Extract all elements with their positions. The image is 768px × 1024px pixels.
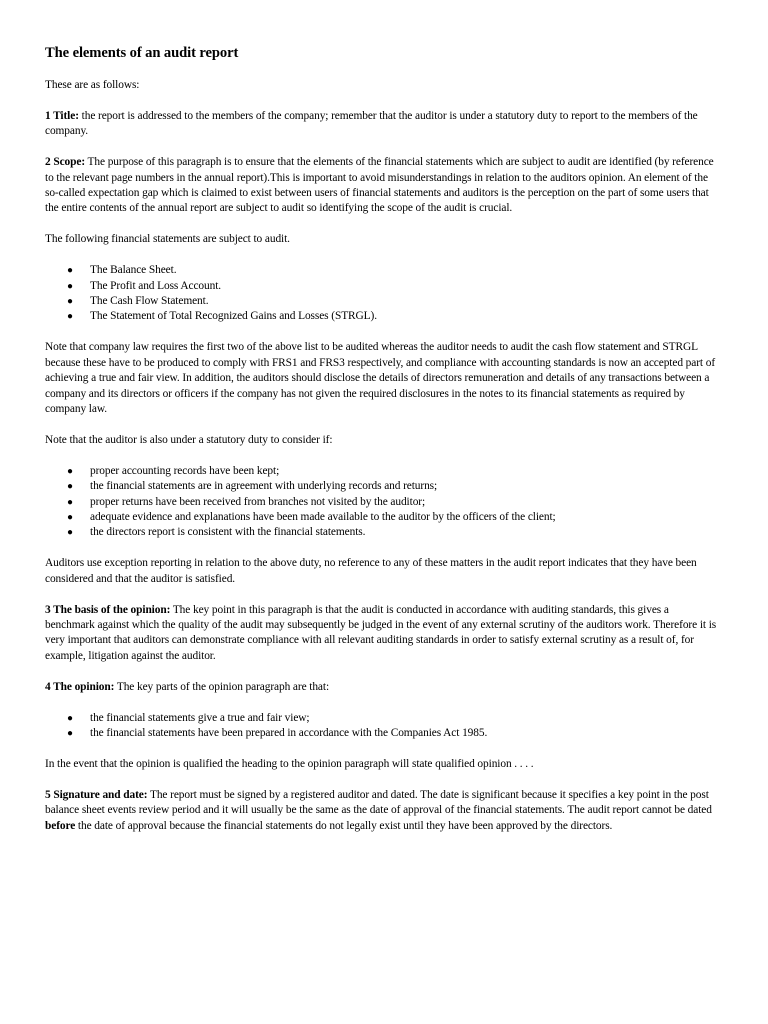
exception-note: Auditors use exception reporting in relation to the above duty, no reference to any of these matters in the audit report indicates that they have been considered and that the auditor is satisfied. [45, 557, 697, 585]
list-item: ● adequate evidence and explanations have been made available to the auditor by the officers of the client; [45, 510, 721, 525]
bullet-icon: ● [67, 280, 73, 292]
list-item: ● the financial statements give a true and fair view; [45, 711, 721, 726]
company-law-note: Note that company law requires the first two of the above list to be audited whereas the auditor needs to audit the cash flow statement and STRGL because these have to be produced to comply with FRS1 and FRS3 respectively, and compliance with accounting standards is now an accepted part of achieving a true and fair view. In addition, the auditors should disclose the details of directors remuneration and details of any transactions between a company and its directors or officers if the company has not given the required disclosures in the notes to its financial statements as required by company law. [45, 341, 716, 415]
bullet-icon: ● [67, 527, 73, 539]
basis-section-paragraph [45, 603, 721, 665]
signature-section-heading: 5 Signature and date: [45, 788, 148, 801]
bullet-icon: ● [67, 481, 73, 493]
signature-section-paragraph [45, 788, 721, 834]
opinion-section-text: The key parts of the opinion paragraph are that: [114, 680, 330, 693]
basis-section-text: The key point in this paragraph is that the audit is conducted in accordance with auditing standards, this gives a benchmark against which the quality of the audit may subsequently be judged in the event of any external scrutiny of the auditors work. Therefore it is very important that auditors can demonstrate compliance with all relevant auditing standards in order to satisfy external scrutiny as a result of, for example, litigation against the auditor. [45, 603, 717, 662]
bullet-icon: ● [67, 465, 73, 477]
bullet-icon: ● [67, 296, 73, 308]
scope-section-paragraph [45, 155, 721, 217]
list-item: ● proper returns have been received from branches not visited by the auditor; [45, 495, 721, 510]
document-title: The elements of an audit report [45, 45, 239, 61]
signature-section-emphasis: before [45, 819, 76, 832]
bullet-icon: ● [67, 728, 73, 740]
bullet-icon: ● [67, 265, 73, 277]
duty-intro: Note that the auditor is also under a statutory duty to consider if: [45, 433, 333, 446]
opinion-section-paragraph [45, 680, 721, 695]
scope-section-heading: 2 Scope: [45, 156, 86, 169]
list-item: ● the financial statements are in agreement with underlying records and returns; [45, 479, 721, 494]
title-section-paragraph [45, 109, 721, 140]
list-item: ● The Statement of Total Recognized Gains and Losses (STRGL). [45, 309, 721, 324]
list-item: ● The Cash Flow Statement. [45, 294, 721, 309]
list-item: ● proper accounting records have been kept; [45, 464, 721, 479]
list-item: ● The Profit and Loss Account. [45, 279, 721, 294]
list-item: ● the financial statements have been prepared in accordance with the Companies Act 1985. [45, 726, 721, 741]
signature-section-text-after: the date of approval because the financial statements do not legally exist until they have been approved by the directors. [75, 819, 613, 832]
basis-section-heading: 3 The basis of the opinion: [45, 603, 171, 616]
signature-section-text-before: The report must be signed by a registered auditor and dated. The date is significant because it specifies a key point in the post balance sheet events review period and it will usually be the same as the date of approval of the financial statements. The audit report cannot be dated [45, 788, 712, 817]
bullet-icon: ● [67, 512, 73, 524]
scope-section-text: The purpose of this paragraph is to ensure that the elements of the financial statements which are subject to audit are identified (by reference to the relevant page numbers in the annual report).This is important to avoid misunderstandings in relation to the auditors opinion. An element of the so-called expectation gap which is claimed to exist between users of financial statements and auditors is the perception on the part of some users that the entire contents of the annual report are subject to audit so identifying the scope of the audit is crucial. [45, 156, 714, 215]
opinion-list [45, 711, 721, 742]
statements-intro: The following financial statements are subject to audit. [45, 233, 290, 246]
bullet-icon: ● [67, 496, 73, 508]
statements-list [45, 263, 721, 325]
bullet-icon: ● [67, 712, 73, 724]
duty-list [45, 464, 721, 541]
list-item: ● The Balance Sheet. [45, 263, 721, 278]
intro-paragraph: These are as follows: [45, 79, 140, 91]
qualified-note: In the event that the opinion is qualified the heading to the opinion paragraph will state qualified opinion . . . . [45, 758, 534, 770]
opinion-section-heading: 4 The opinion: [45, 680, 115, 693]
document-page [45, 44, 721, 850]
title-section-text: the report is addressed to the members of the company; remember that the auditor is under a statutory duty to report to the members of the company. [45, 109, 698, 138]
bullet-icon: ● [67, 311, 73, 323]
title-section-heading: 1 Title: [45, 109, 79, 122]
list-item: ● the directors report is consistent with the financial statements. [45, 525, 721, 540]
